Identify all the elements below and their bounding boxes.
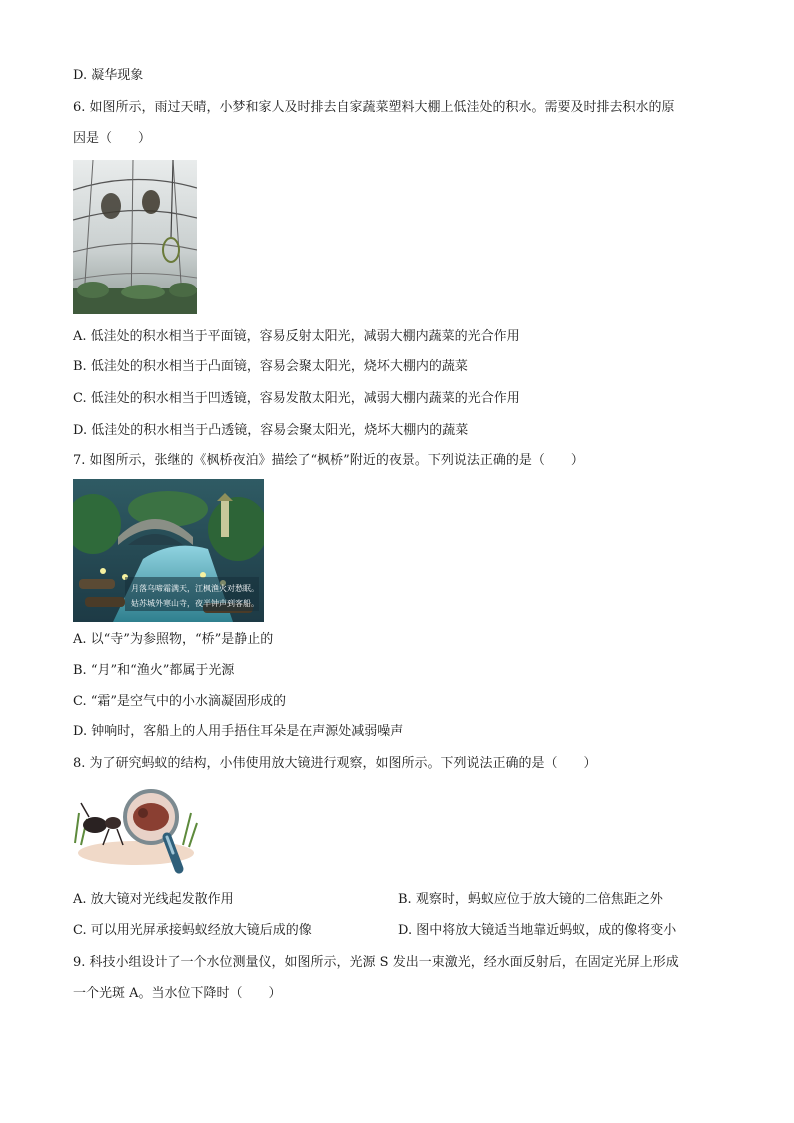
q8-option-b: B. 观察时，蚂蚁应位于放大镜的二倍焦距之外 <box>398 892 663 907</box>
q9-stem-line2: 一个光斑 A。当水位下降时（ ） <box>73 986 282 1001</box>
q8-option-a: A. 放大镜对光线起发散作用 <box>73 892 234 907</box>
q6-stem-line1: 6. 如图所示，雨过天晴，小梦和家人及时排去自家蔬菜塑料大棚上低洼处的积水。需要及时排去积水的原 <box>73 100 675 115</box>
q7-option-c: C. “霜”是空气中的小水滴凝固形成的 <box>73 694 287 709</box>
q6-option-a: A. 低洼处的积水相当于平面镜，容易反射太阳光，减弱大棚内蔬菜的光合作用 <box>73 329 520 344</box>
q8-stem: 8. 为了研究蚂蚁的结构，小伟使用放大镜进行观察，如图所示。下列说法正确的是（ ） <box>73 756 597 771</box>
prev-option-d: D. 凝华现象 <box>73 68 144 83</box>
q9-stem-line1: 9. 科技小组设计了一个水位测量仪，如图所示，光源 S 发出一束激光，经水面反射后，在固定光屏上形成 <box>73 955 679 970</box>
q6-option-d: D. 低洼处的积水相当于凸透镜，容易会聚太阳光，烧坏大棚内的蔬菜 <box>73 423 469 438</box>
greenhouse-image <box>73 160 197 314</box>
poem-line2: 姑苏城外寒山寺，夜半钟声到客船。 <box>131 599 259 608</box>
q7-option-a: A. 以“寺”为参照物，“桥”是静止的 <box>73 632 274 647</box>
q8-option-c: C. 可以用光屏承接蚂蚁经放大镜后成的像 <box>73 923 312 938</box>
q6-option-b: B. 低洼处的积水相当于凸面镜，容易会聚太阳光，烧坏大棚内的蔬菜 <box>73 359 468 374</box>
q7-option-b: B. “月”和“渔火”都属于光源 <box>73 663 235 678</box>
q6-stem-line2: 因是（ ） <box>73 131 152 146</box>
poem-line1: 月落乌啼霜满天，江枫渔火对愁眠。 <box>131 584 259 593</box>
q7-option-d: D. 钟响时，客船上的人用手捂住耳朵是在声源处减弱噪声 <box>73 724 404 739</box>
q6-option-c: C. 低洼处的积水相当于凹透镜，容易发散太阳光，减弱大棚内蔬菜的光合作用 <box>73 391 520 406</box>
q8-option-d: D. 图中将放大镜适当地靠近蚂蚁，成的像将变小 <box>398 923 677 938</box>
maple-bridge-image <box>73 479 264 622</box>
ant-magnifier-image <box>73 783 199 881</box>
q7-stem: 7. 如图所示，张继的《枫桥夜泊》描绘了“枫桥”附近的夜景。下列说法正确的是（ ） <box>73 453 584 468</box>
